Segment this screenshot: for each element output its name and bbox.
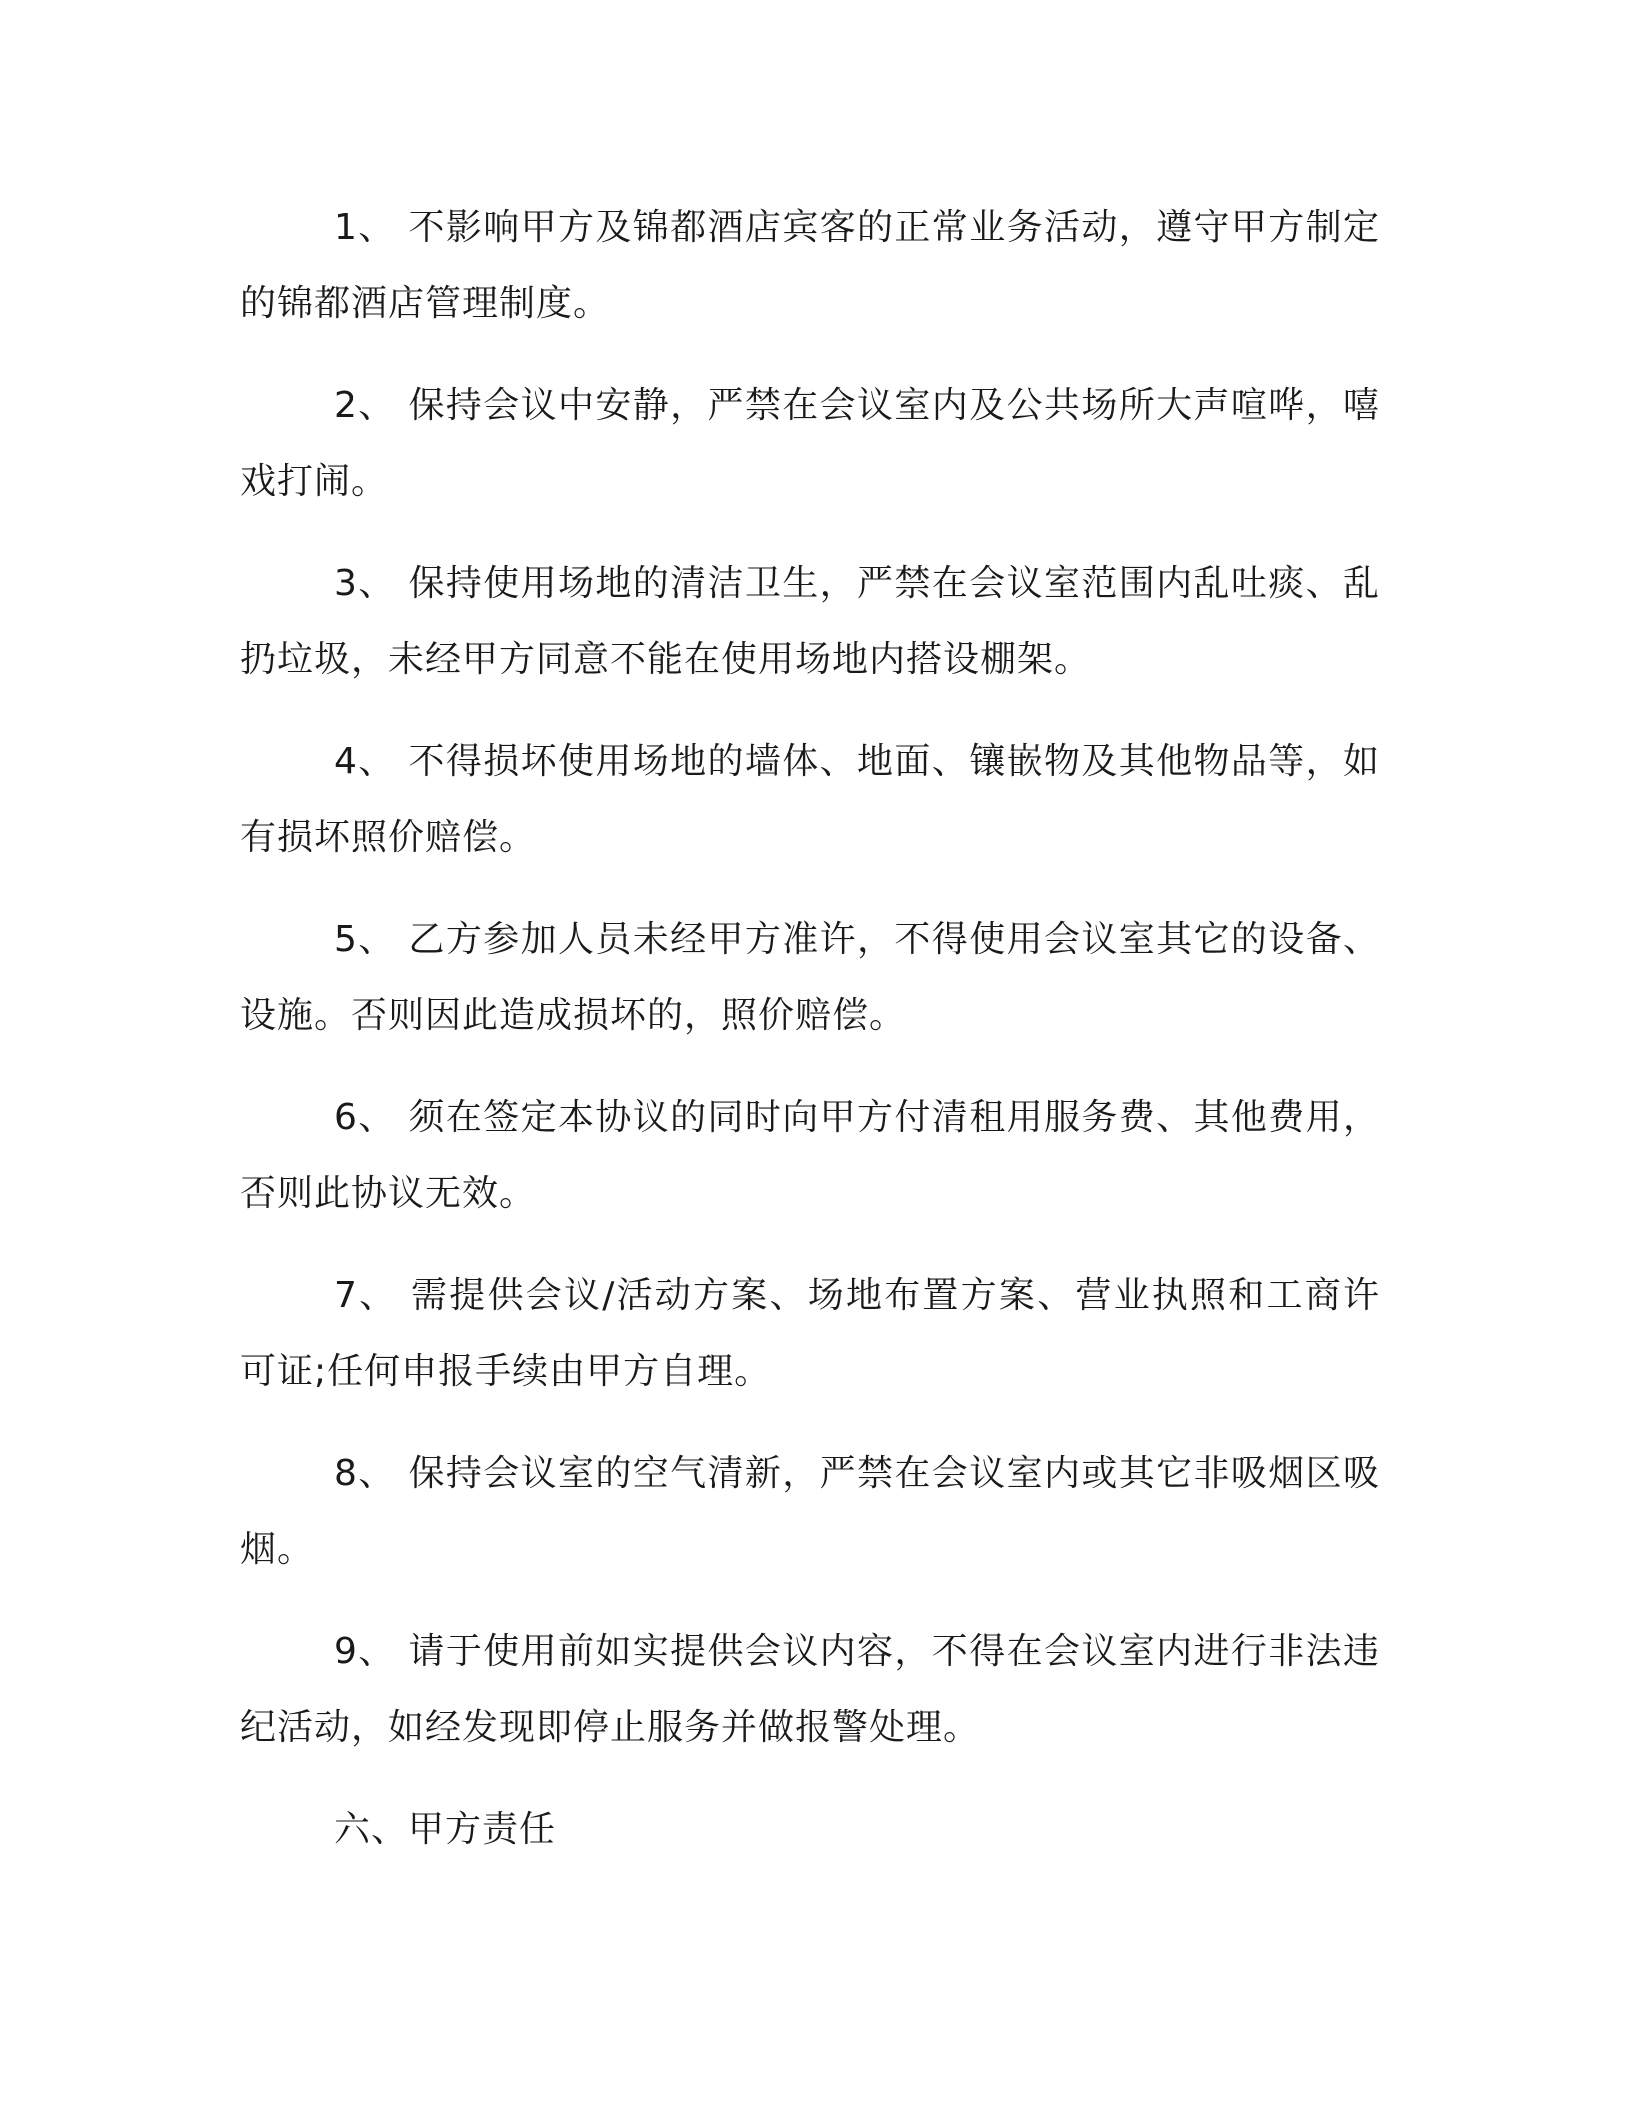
section-heading: 六、甲方责任 [334, 1809, 557, 1850]
clause-7: 7、 需提供会议/活动方案、场地布置方案、营业执照和工商许可证;任何申报手续由甲方自理。 [240, 1275, 1380, 1392]
document-body [240, 190, 1380, 1868]
clause-8: 8、 保持会议室的空气清新，严禁在会议室内或其它非吸烟区吸烟。 [240, 1453, 1380, 1570]
clause-2: 2、 保持会议中安静，严禁在会议室内及公共场所大声喧哗，嘻戏打闹。 [240, 385, 1380, 502]
clause-9: 9、 请于使用前如实提供会议内容，不得在会议室内进行非法违纪活动，如经发现即停止服务并做报警处理。 [240, 1631, 1380, 1748]
clause-4: 4、 不得损坏使用场地的墙体、地面、镶嵌物及其他物品等，如有损坏照价赔偿。 [240, 741, 1380, 858]
clause-3: 3、 保持使用场地的清洁卫生，严禁在会议室范围内乱吐痰、乱扔垃圾，未经甲方同意不能在使用场地内搭设棚架。 [240, 563, 1380, 680]
clause-5: 5、 乙方参加人员未经甲方准许，不得使用会议室其它的设备、设施。否则因此造成损坏的，照价赔偿。 [240, 919, 1380, 1036]
clause-6: 6、 须在签定本协议的同时向甲方付清租用服务费、其他费用，否则此协议无效。 [240, 1097, 1380, 1214]
clause-1: 1、 不影响甲方及锦都酒店宾客的正常业务活动，遵守甲方制定的锦都酒店管理制度。 [240, 207, 1380, 324]
